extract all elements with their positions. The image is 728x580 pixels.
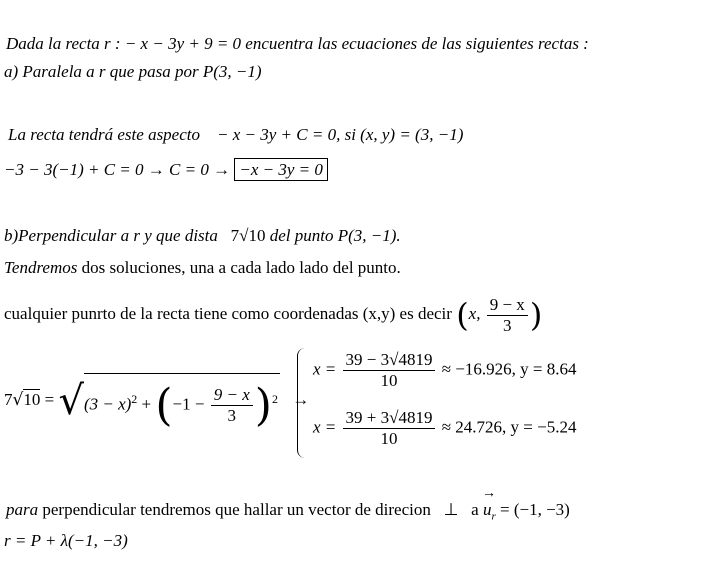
para-vec: = (−1, −3) xyxy=(500,500,570,519)
eq-fraction-den: 3 xyxy=(227,406,236,426)
sol1-num: 39 − 3√4819 xyxy=(343,350,436,371)
solution-2 xyxy=(313,408,576,449)
tendremos-rest: dos soluciones, una a cada lado lado del punto. xyxy=(81,258,401,277)
eq-seven: 7 xyxy=(4,390,13,409)
sol2-approx: ≈ 24.726, y = −5.24 xyxy=(441,417,577,437)
part-b-distance: 7√10 xyxy=(230,226,266,245)
cualquier-x: x, xyxy=(468,304,481,323)
eq-fraction xyxy=(211,385,253,426)
para-line xyxy=(6,500,570,522)
sol2-fraction xyxy=(343,408,436,449)
tendremos-line xyxy=(4,258,401,278)
sol1-approx: ≈ −16.926, y = 8.64 xyxy=(441,359,577,379)
sol1-x: x = xyxy=(313,359,337,379)
paren-open: ( xyxy=(456,296,469,335)
calc-result-box: −x − 3y = 0 xyxy=(234,158,328,181)
big-paren-open: ( xyxy=(155,379,173,431)
part-a-heading xyxy=(4,62,262,82)
eq-equals: = xyxy=(44,390,55,409)
distance-equation xyxy=(4,370,309,430)
tendremos-italic: Tendremos xyxy=(4,258,78,277)
eq-plus: + xyxy=(141,394,152,414)
part-a-point: P(3, −1) xyxy=(202,62,262,81)
paren-close: ) xyxy=(529,296,543,335)
para-italic: para xyxy=(6,500,39,519)
part-b-point: P(3, −1). xyxy=(337,226,401,245)
aspect-text: La recta tendrá este aspecto xyxy=(8,125,200,144)
fraction-numerator: 9 − x xyxy=(487,295,528,316)
eq-term1: (3 − x) xyxy=(83,394,132,414)
cualquier-text: cualquier punrto de la recta tiene como coordenadas (x,y) es decir xyxy=(4,304,452,323)
problem-statement: Dada la recta r : − x − 3y + 9 = 0 encuentra las ecuaciones de las siguientes rectas : xyxy=(6,34,589,53)
aspect-si: si xyxy=(344,125,356,144)
part-b-heading xyxy=(4,226,401,246)
eq-arrow: → xyxy=(292,390,310,409)
big-sqrt-icon: √ xyxy=(58,378,84,425)
system-brace xyxy=(297,348,308,458)
aspect-condition: (x, y) = (3, −1) xyxy=(360,125,464,144)
perp-symbol: ⊥ xyxy=(443,500,459,519)
sol1-fraction xyxy=(343,350,436,391)
calc-line xyxy=(4,160,328,180)
cualquier-line xyxy=(4,289,542,339)
big-paren-close: ) xyxy=(254,379,272,431)
eq-term2a: −1 − xyxy=(172,394,205,414)
cualquier-fraction xyxy=(487,295,528,336)
part-b-text2: del punto xyxy=(269,226,334,245)
part-a-label: a) xyxy=(4,62,19,81)
aspect-line xyxy=(8,125,463,145)
part-a-text: Paralela a r que pasa por xyxy=(22,62,199,81)
part-b-text: Perpendicular a r y que dista xyxy=(18,226,218,245)
sol2-num: 39 + 3√4819 xyxy=(343,408,436,429)
sol2-x: x = xyxy=(313,417,337,437)
para-rest: perpendicular tendremos que hallar un vector de direcion xyxy=(42,500,431,519)
eq-ten: 10 xyxy=(23,390,41,409)
eq-exp2: 2 xyxy=(271,391,278,406)
sqrt-icon: √ xyxy=(12,390,24,410)
para-a: a xyxy=(471,500,479,519)
sol2-den: 10 xyxy=(380,429,398,448)
final-equation: r = P + λ(−1, −3) xyxy=(4,531,128,550)
sol1-den: 10 xyxy=(380,371,398,390)
eq-fraction-num: 9 − x xyxy=(211,385,253,406)
part-b-label: b) xyxy=(4,226,19,245)
aspect-equation: − x − 3y + C = 0, xyxy=(217,125,341,144)
solution-1 xyxy=(313,350,576,391)
eq-exp1: 2 xyxy=(131,391,138,406)
calc-expr: −3 − 3(−1) + C = 0 → C = 0 → xyxy=(4,160,231,179)
fraction-denominator: 3 xyxy=(503,315,512,335)
vector-u xyxy=(483,500,496,522)
vector-u-sub: r xyxy=(491,510,496,523)
vector-u-letter: u xyxy=(482,500,492,519)
radicand xyxy=(84,373,280,430)
